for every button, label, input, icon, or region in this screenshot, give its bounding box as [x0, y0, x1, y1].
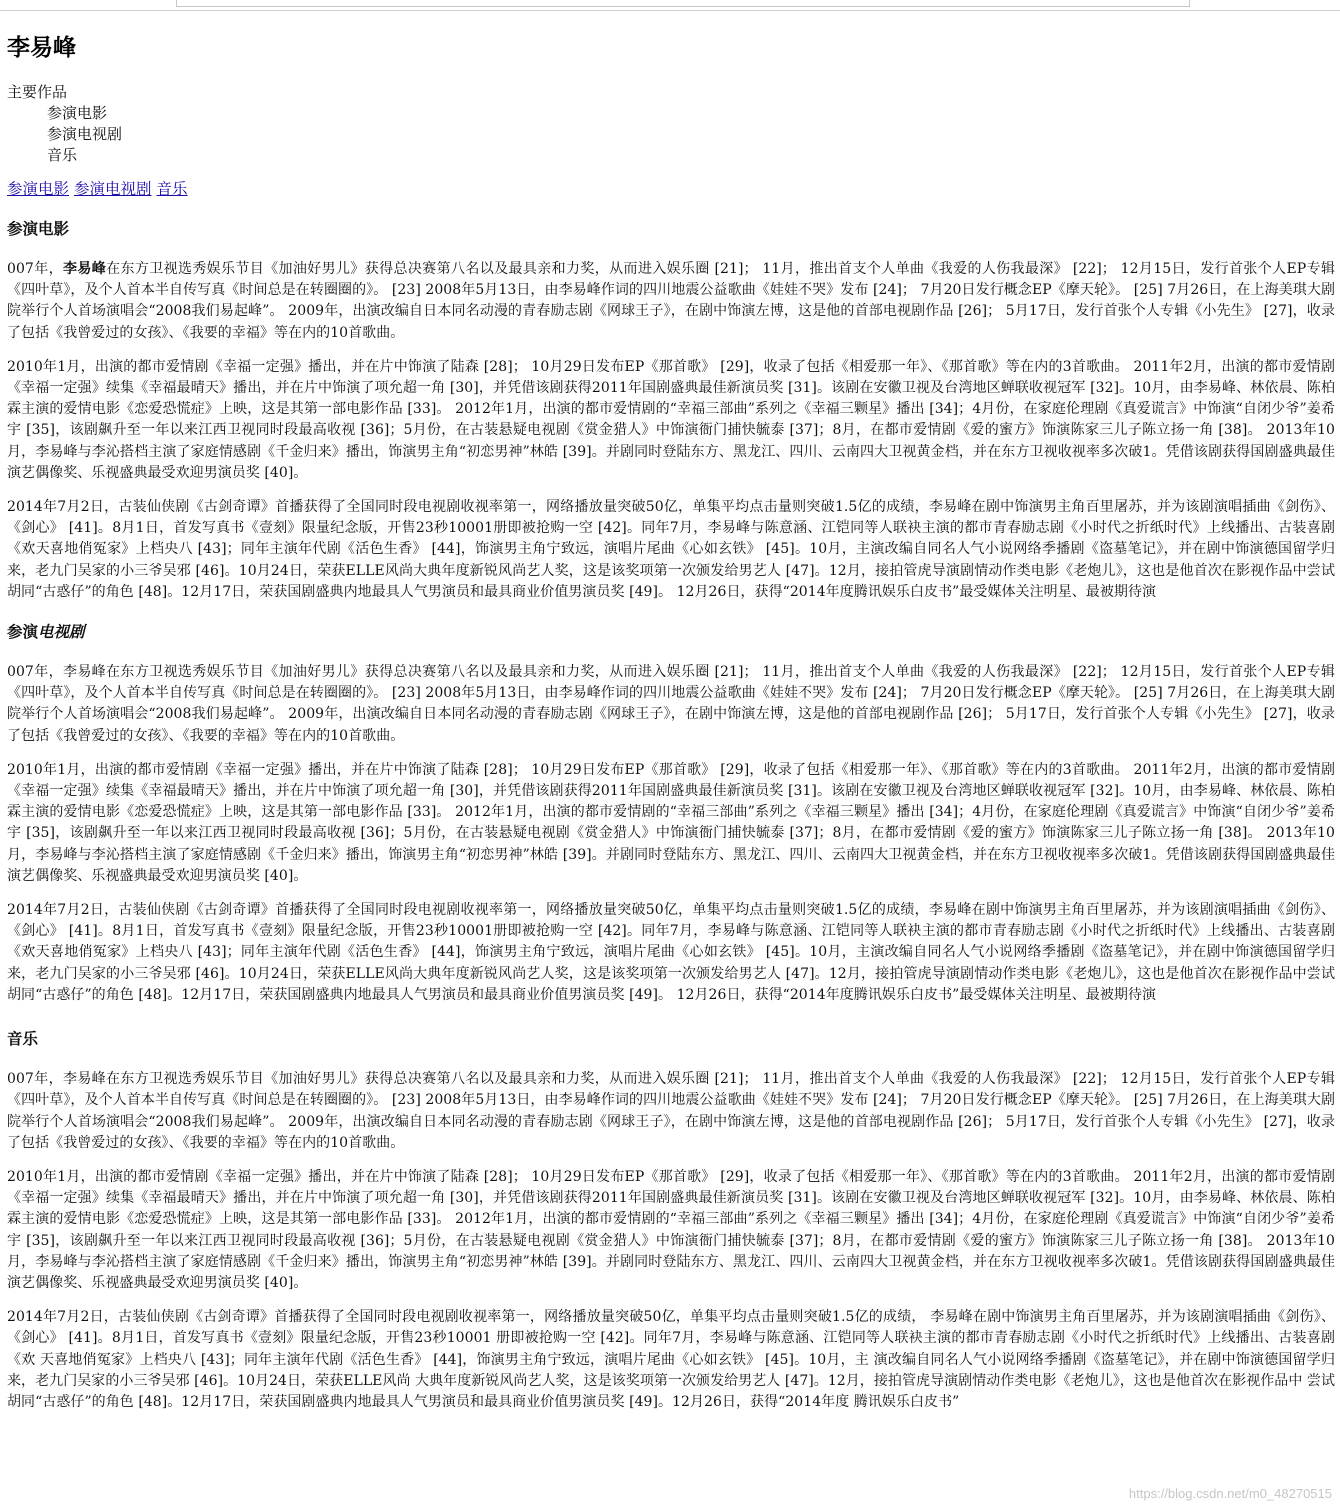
section-paragraph: 2010年1月，出演的都市爱情剧《幸福一定强》播出，并在片中饰演了陆森 [28]； 10月29日发布EP《那首歌》 [29]，收录了包括《相爱那一年》、《那首歌》等在内的3首歌曲。 2011年2月，出演的都市爱情剧《幸福一定强》续集《幸福最晴天》播出，并在片中饰演了项允超一角 [30]，并凭借该剧获得2011年国剧盛典最佳新演员奖 [31]。该剧在安徽卫视及台湾地区蝉联收视冠军 [32]。10月，由李易峰、林依晨、陈柏霖主演的爱情电影《恋爱恐慌症》上映，这是其第一部电影作品 [33]。 2012年1月，出演的都市爱情剧的“幸福三部曲”系列之《幸福三颗星》播出 [34]；4月份，在家庭伦理剧《真爱谎言》中饰演“自闭少爷”姜希宇 [35]，该剧飙升至一年以来江西卫视同时段最高收视 [36]；5月份，在古装悬疑电视剧《赏金猎人》中饰演衙门捕快毓泰 [37]；8月，在都市爱情剧《爱的蜜方》饰演陈家三儿子陈立扬一角 [38]。 2013年10月，李易峰与李沁搭档主演了家庭情感剧《千金归来》播出，饰演男主角“初恋男神”林皓 [39]。并剧同时登陆东方、黑龙江、四川、云南四大卫视黄金档，并在东方卫视收视率多次破1。凭借该剧获得国剧盛典最佳演艺偶像奖、乐视盛典最受欢迎男演员奖 [40]。	[7, 1168, 1335, 1291]
section-paragraph: 007年，李易峰在东方卫视选秀娱乐节目《加油好男儿》获得总决赛第八名以及最具亲和力奖，从而进入娱乐圈 [21]； 11月，推出首支个人单曲《我爱的人伤我最深》 [22]； 12月15日，发行首张个人EP专辑《四叶草》，及个人首本半自传写真《时间总是在转圈圈的》。 [23] 2008年5月13日，由李易峰作词的四川地震公益歌曲《娃娃不哭》发布 [24]； 7月20日发行概念EP《摩天轮》。 [25] 7月26日，在上海美琪大剧院举行个人首场演唱会“2008我们易起峰”。 2009年，出演改编自日本同名动漫的青春励志剧《网球王子》，在剧中饰演左博，这是他的首部电视剧作品 [26]； 5月17日，发行首张个人专辑《小先生》 [27]，收录了包括《我曾爱过的女孩》、《我要的幸福》等在内的10首歌曲。	[7, 1071, 1335, 1151]
link-tv[interactable]: 参演电视剧	[74, 180, 152, 198]
section-heading-tv: 参演电视剧	[7, 623, 85, 642]
section-heading-music: 音乐	[7, 1030, 39, 1049]
section-paragraph: 2014年7月2日，古装仙侠剧《古剑奇谭》首播获得了全国同时段电视剧收视率第一，网络播放量突破50亿，单集平均点击量则突破1.5亿的成绩，李易峰在剧中饰演男主角百里屠苏，并为该剧演唱插曲《剑伤》、《剑心》 [41]。8月1日，首发写真书《壹刻》限量纪念版，开售23秒10001册即被抢购一空 [42]。同年7月，李易峰与陈意涵、江铠同等人联袂主演的都市青春励志剧《小时代之折纸时代》上线播出、古装喜剧《欢天喜地俏冤家》上档央八 [43]；同年主演年代剧《活色生香》 [44]，饰演男主角宁致远，演唱片尾曲《心如玄铁》 [45]。10月，主演改编自同名人气小说网络季播剧《盗墓笔记》，并在剧中饰演德国留学归来，老九门吴家的小三爷吴邪 [46]。10月24日，荣获ELLE风尚大典年度新锐风尚艺人奖，这是该奖项第一次颁发给男艺人 [47]。12月，接拍管虎导演剧情动作类电影《老炮儿》，这也是他首次在影视作品中尝试胡同“古惑仔”的角色 [48]。12月17日，荣获国剧盛典内地最具人气男演员和最具商业价值男演员奖 [49]。 12月26日，获得“2014年度腾讯娱乐白皮书”最受媒体关注明星、最被期待演	[7, 902, 1335, 1003]
toc-item-movies: 参演电影	[47, 104, 108, 122]
toc-item-tv: 参演电视剧	[47, 125, 123, 143]
page-content	[7, 30, 1335, 1413]
section-paragraph: 007年，李易峰在东方卫视选秀娱乐节目《加油好男儿》获得总决赛第八名以及最具亲和力奖，从而进入娱乐圈 [21]； 11月，推出首支个人单曲《我爱的人伤我最深》 [22]； 12月15日，发行首张个人EP专辑《四叶草》，及个人首本半自传写真《时间总是在转圈圈的》。 [23] 2008年5月13日，由李易峰作词的四川地震公益歌曲《娃娃不哭》发布 [24]； 7月20日发行概念EP《摩天轮》。 [25] 7月26日，在上海美琪大剧院举行个人首场演唱会“2008我们易起峰”。 2009年，出演改编自日本同名动漫的青春励志剧《网球王子》，在剧中饰演左博，这是他的首部电视剧作品 [26]； 5月17日，发行首张个人专辑《小先生》 [27]，收录了包括《我曾爱过的女孩》、《我要的幸福》等在内的10首歌曲。	[7, 261, 1335, 341]
toc-item-music: 音乐	[47, 146, 78, 164]
toc-title: 主要作品	[7, 83, 68, 101]
section-paragraph: 2010年1月，出演的都市爱情剧《幸福一定强》播出，并在片中饰演了陆森 [28]； 10月29日发布EP《那首歌》 [29]，收录了包括《相爱那一年》、《那首歌》等在内的3首歌曲。 2011年2月，出演的都市爱情剧《幸福一定强》续集《幸福最晴天》播出，并在片中饰演了项允超一角 [30]，并凭借该剧获得2011年国剧盛典最佳新演员奖 [31]。该剧在安徽卫视及台湾地区蝉联收视冠军 [32]。10月，由李易峰、林依晨、陈柏霖主演的爱情电影《恋爱恐慌症》上映，这是其第一部电影作品 [33]。 2012年1月，出演的都市爱情剧的“幸福三部曲”系列之《幸福三颗星》播出 [34]；4月份，在家庭伦理剧《真爱谎言》中饰演“自闭少爷”姜希宇 [35]，该剧飙升至一年以来江西卫视同时段最高收视 [36]；5月份，在古装悬疑电视剧《赏金猎人》中饰演衙门捕快毓泰 [37]；8月，在都市爱情剧《爱的蜜方》饰演陈家三儿子陈立扬一角 [38]。 2013年10月，李易峰与李沁搭档主演了家庭情感剧《千金归来》播出，饰演男主角“初恋男神”林皓 [39]。并剧同时登陆东方、黑龙江、四川、云南四大卫视黄金档，并在东方卫视收视率多次破1。凭借该剧获得国剧盛典最佳演艺偶像奖、乐视盛典最受欢迎男演员奖 [40]。	[7, 761, 1335, 884]
section-tv	[7, 621, 1335, 1006]
section-heading-movies: 参演电影	[7, 220, 70, 238]
address-field[interactable]	[176, 0, 1190, 7]
page-title: 李易峰	[7, 34, 76, 60]
section-paragraph: 007年，李易峰在东方卫视选秀娱乐节目《加油好男儿》获得总决赛第八名以及最具亲和力奖，从而进入娱乐圈 [21]； 11月，推出首支个人单曲《我爱的人伤我最深》 [22]； 12月15日，发行首张个人EP专辑《四叶草》，及个人首本半自传写真《时间总是在转圈圈的》。 [23] 2008年5月13日，由李易峰作词的四川地震公益歌曲《娃娃不哭》发布 [24]； 7月20日发行概念EP《摩天轮》。 [25] 7月26日，在上海美琪大剧院举行个人首场演唱会“2008我们易起峰”。 2009年，出演改编自日本同名动漫的青春励志剧《网球王子》，在剧中饰演左博，这是他的首部电视剧作品 [26]； 5月17日，发行首张个人专辑《小先生》 [27]，收录了包括《我曾爱过的女孩》、《我要的幸福》等在内的10首歌曲。	[7, 664, 1335, 744]
section-paragraph: 2014年7月2日，古装仙侠剧《古剑奇谭》首播获得了全国同时段电视剧收视率第一，网络播放量突破50亿，单集平均点击量则突破1.5亿的成绩， 李易峰在剧中饰演男主角百里屠苏，并为该剧演唱插曲《剑伤》、《剑心》 [41]。8月1日，首发写真书《壹刻》限量纪念版，开售23秒10001 册即被抢购一空 [42]。同年7月，李易峰与陈意涵、江铠同等人联袂主演的都市青春励志剧《小时代之折纸时代》上线播出、古装喜剧《欢 天喜地俏冤家》上档央八 [43]；同年主演年代剧《活色生香》 [44]，饰演男主角宁致远，演唱片尾曲《心如玄铁》 [45]。10月，主 演改编自同名人气小说网络季播剧《盗墓笔记》，并在剧中饰演德国留学归来，老九门吴家的小三爷吴邪 [46]。10月24日，荣获ELLE风尚 大典年度新锐风尚艺人奖，这是该奖项第一次颁发给男艺人 [47]。12月，接拍管虎导演剧情动作类电影《老炮儿》，这也是他首次在影视作品中 尝试胡同“古惑仔”的角色 [48]。12月17日，荣获国剧盛典内地最具人气男演员和最具商业价值男演员奖 [49]。12月26日，获得“2014年度 腾讯娱乐白皮书”	[7, 1309, 1335, 1410]
section-paragraph: 2010年1月，出演的都市爱情剧《幸福一定强》播出，并在片中饰演了陆森 [28]； 10月29日发布EP《那首歌》 [29]，收录了包括《相爱那一年》、《那首歌》等在内的3首歌曲。 2011年2月，出演的都市爱情剧《幸福一定强》续集《幸福最晴天》播出，并在片中饰演了项允超一角 [30]，并凭借该剧获得2011年国剧盛典最佳新演员奖 [31]。该剧在安徽卫视及台湾地区蝉联收视冠军 [32]。10月，由李易峰、林依晨、陈柏霖主演的爱情电影《恋爱恐慌症》上映，这是其第一部电影作品 [33]。 2012年1月，出演的都市爱情剧的“幸福三部曲”系列之《幸福三颗星》播出 [34]；4月份，在家庭伦理剧《真爱谎言》中饰演“自闭少爷”姜希宇 [35]，该剧飙升至一年以来江西卫视同时段最高收视 [36]；5月份，在古装悬疑电视剧《赏金猎人》中饰演衙门捕快毓泰 [37]；8月，在都市爱情剧《爱的蜜方》饰演陈家三儿子陈立扬一角 [38]。 2013年10月，李易峰与李沁搭档主演了家庭情感剧《千金归来》播出，饰演男主角“初恋男神”林皓 [39]。并剧同时登陆东方、黑龙江、四川、云南四大卫视黄金档，并在东方卫视收视率多次破1。凭借该剧获得国剧盛典最佳演艺偶像奖、乐视盛典最受欢迎男演员奖 [40]。	[7, 358, 1335, 481]
link-movies[interactable]: 参演电影	[7, 180, 70, 198]
browser-address-bar	[0, 0, 1340, 11]
link-music[interactable]: 音乐	[156, 180, 188, 198]
section-paragraph: 2014年7月2日，古装仙侠剧《古剑奇谭》首播获得了全国同时段电视剧收视率第一，网络播放量突破50亿，单集平均点击量则突破1.5亿的成绩，李易峰在剧中饰演男主角百里屠苏，并为该剧演唱插曲《剑伤》、《剑心》 [41]。8月1日，首发写真书《壹刻》限量纪念版，开售23秒10001册即被抢购一空 [42]。同年7月，李易峰与陈意涵、江铠同等人联袂主演的都市青春励志剧《小时代之折纸时代》上线播出、古装喜剧《欢天喜地俏冤家》上档央八 [43]；同年主演年代剧《活色生香》 [44]，饰演男主角宁致远，演唱片尾曲《心如玄铁》 [45]。10月，主演改编自同名人气小说网络季播剧《盗墓笔记》，并在剧中饰演德国留学归来，老九门吴家的小三爷吴邪 [46]。10月24日，荣获ELLE风尚大典年度新锐风尚艺人奖，这是该奖项第一次颁发给男艺人 [47]。12月，接拍管虎导演剧情动作类电影《老炮儿》，这也是他首次在影视作品中尝试胡同“古惑仔”的角色 [48]。12月17日，荣获国剧盛典内地最具人气男演员和最具商业价值男演员奖 [49]。 12月26日，获得“2014年度腾讯娱乐白皮书”最受媒体关注明星、最被期待演	[7, 499, 1335, 600]
section-movies	[7, 218, 1335, 603]
watermark-text: https://blog.csdn.net/m0_48270515	[1128, 1486, 1332, 1501]
section-music	[7, 1028, 1335, 1413]
anchor-links	[7, 178, 1335, 200]
table-of-contents	[7, 82, 1335, 166]
